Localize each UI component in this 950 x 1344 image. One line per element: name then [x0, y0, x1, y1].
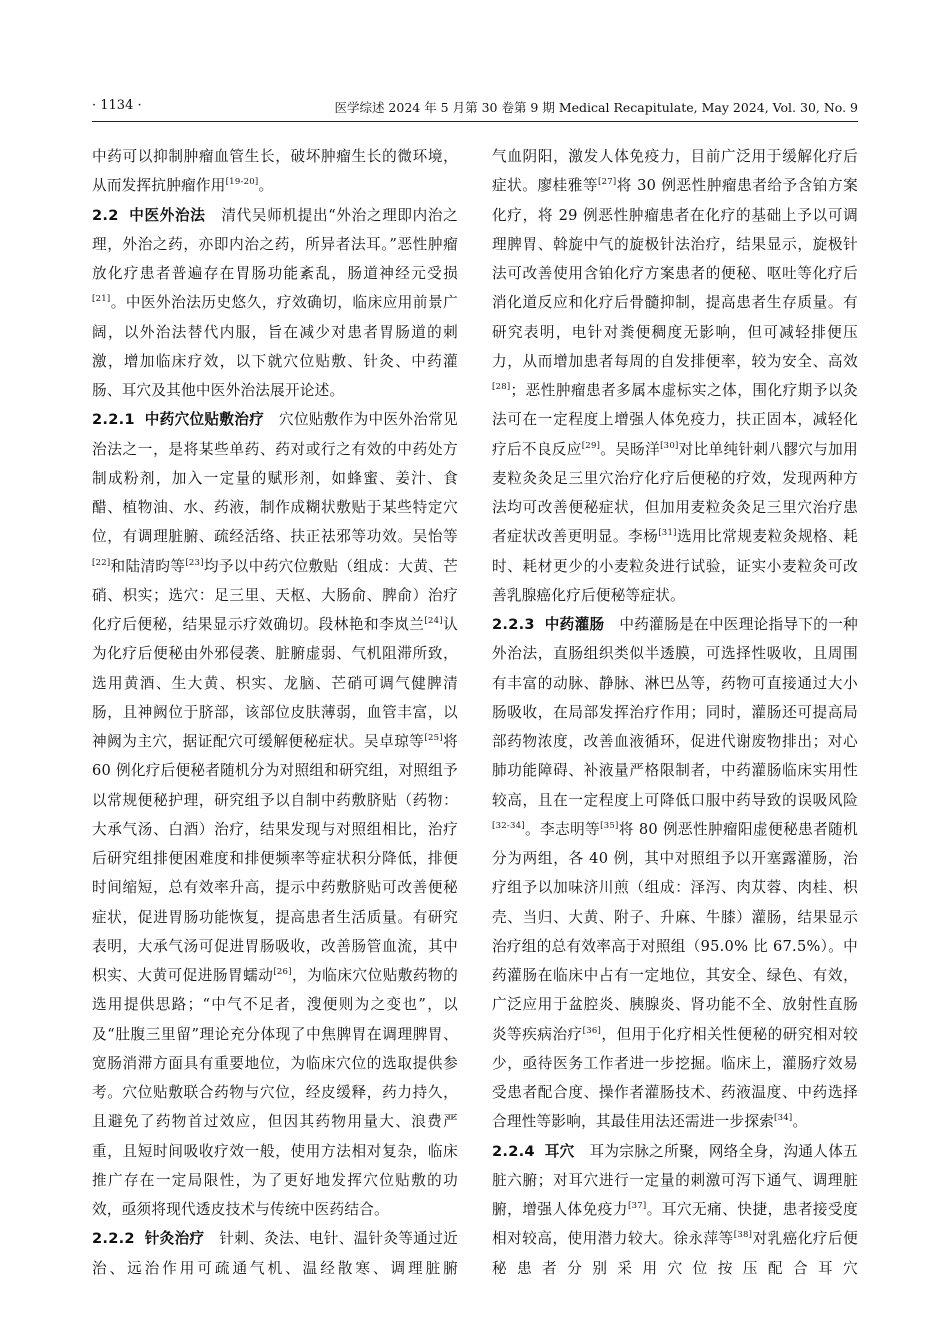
citation: [30]: [660, 440, 679, 451]
left-column: [92, 142, 458, 1312]
citation: [35]: [600, 820, 619, 831]
citation: [29]: [581, 440, 601, 451]
section-number: 2.2: [92, 206, 119, 224]
citation: [25]: [424, 733, 443, 744]
citation: [22]: [92, 557, 111, 568]
section-title: 中药穴位贴敷治疗: [144, 411, 265, 429]
section-2-2-2: 2.2.2 针灸治疗 针刺、灸法、电针、温针灸等通过近治、远治作用可疏通气机、温经散寒、调理脏腑: [92, 1230, 458, 1277]
citation: [34]: [774, 1113, 793, 1124]
section-title: 耳穴: [544, 1142, 575, 1160]
citation: [24]: [424, 616, 443, 627]
citation: [23]: [185, 557, 204, 568]
section-number: 2.2.2: [92, 1230, 135, 1248]
citation: [21]: [92, 294, 111, 305]
section-2-2-3: 2.2.3 中药灌肠 中药灌肠是在中医理论指导下的一种外治法，直肠组织类似半透膜，可选择性吸收，且周围有丰富的动脉、静脉、淋巴丛等，药物可直接通过大小肠吸收，在局部发挥治疗作用；同时，灌肠还可提高局部药物浓度，改善血液循环，促进代谢废物排出；对心肺功能障碍、补液量严格限制者，中药灌肠临床实用性较高，且在一定程度上可降低口服中药导致的误吸风险[32-34]。李志明等[35]将 80 例恶性肿瘤阳虚便秘患者随机分为两组，各 40 例，其中对照组予以开塞露灌肠，治疗组予以加味济川煎（组成：泽泻、肉苁蓉、肉桂、枳壳、当归、大黄、附子、升麻、牛膝）灌肠，结果显示治疗组的总有效率高于对照组（95.0% 比 67.5%）。中药灌肠在临床中占有一定地位，其安全、绿色、有效，广泛应用于盆腔炎、胰腺炎、肾功能不全、放射性直肠炎等疾病治疗[36]，但用于化疗相关性便秘的研究相对较少，亟待医务工作者进一步挖掘。临床上，灌肠疗效易受患者配合度、操作者灌肠技术、药液温度、中药选择合理性等影响，其最佳用法还需进一步探索[34]。: [492, 616, 858, 1131]
section-title: 针灸治疗: [144, 1230, 205, 1248]
citation: [27]: [598, 177, 617, 188]
section-2-2-1: 2.2.1 中药穴位贴敷治疗 穴位贴敷作为中医外治常见治法之一，是将某些单药、药对或行之有效的中药处方制成粉剂，加入一定量的赋形剂，如蜂蜜、姜汁、食醋、植物油、水、药液，制作成糊状敷贴于某些特定穴位，有调理脏腑、疏经活络、扶正祛邪等功效。吴怡等[22]和陆清昀等[23]均予以中药穴位敷贴（组成：大黄、芒硝、枳实；选穴：足三里、天枢、大肠俞、脾俞）治疗化疗后便秘，结果显示疗效确切。段林艳和李岚兰[24]认为化疗后便秘由外邪侵袭、脏腑虚弱、气机阻滞所致，选用黄酒、生大黄、枳实、龙脑、芒硝可调气健脾清肠，且神阙位于脐部，该部位皮肤薄弱，血管丰富，以神阙为主穴，据证配穴可缓解便秘症状。吴卓琼等[25]将 60 例化疗后便秘者随机分为对照组和研究组，对照组予以常规便秘护理，研究组予以自制中药敷脐贴（药物：大承气汤、白酒）治疗，结果发现与对照组相比，治疗后研究组排便困难度和排便频率等症状积分降低，排便时间缩短，总有效率升高，提示中药敷脐贴可改善便秘症状，促进胃肠功能恢复，提高患者生活质量。有研究表明，大承气汤可促进胃肠吸收，改善肠管血流，其中枳实、大黄可促进肠胃蠕动[26]，为临床穴位贴敷药物的选用提供思路；“中气不足者，溲便则为之变也”，以及“肚腹三里留”理论充分体现了中焦脾胃在调理脾胃、宽肠消滞方面具有重要地位，为临床穴位的选取提供参考。穴位贴敷联合药物与穴位，经皮缓释，药力持久，且避免了药物首过效应，但因其药物用量大、浪费严重，且短时间吸收疗效一般，使用方法相对复杂，临床推广存在一定局限性，为了更好地发挥穴位贴敷的功效，亟须将现代透皮技术与传统中医药结合。: [92, 411, 458, 1218]
section-number: 2.2.1: [92, 411, 135, 429]
section-title: 中医外治法: [129, 206, 206, 224]
header-divider: [92, 121, 858, 122]
citation: [26]: [273, 967, 292, 978]
citation: [37]: [628, 1201, 647, 1212]
section-number: 2.2.4: [492, 1142, 535, 1160]
section-number: 2.2.3: [492, 616, 535, 633]
citation: [38]: [733, 1230, 753, 1241]
paragraph: 气血阴阳，激发人体免疫力，目前广泛用于缓解化疗后症状。廖桂雅等[27]将 30 例恶性肿瘤患者给予含铂方案化疗，将 29 例恶性肿瘤患者在化疗的基础上予以可调理脾胃、斡旋中气的旋极针法治疗，结果显示，旋极针法可改善使用含铂化疗方案患者的便秘、呕吐等化疗后消化道反应和化疗后骨髓抑制，提高患者生存质量。有研究表明，电针对粪便稠度无影响，但可减轻排便压力，从而增加患者每周的自发排便率，较为安全、高效[28]；恶性肿瘤患者多属本虚标实之体，围化疗期予以灸法可在一定程度上增强人体免疫力，扶正固本，减轻化疗后不良反应[29]。吴旸洋[30]对比单纯针刺八髎穴与加用麦粒灸灸足三里穴治疗化疗后便秘的疗效，发现两种方法均可改善便秘症状，但加用麦粒灸灸足三里穴治疗患者症状改善更明显。李杨[31]选用比常规麦粒灸规格、耗时、耗材更少的小麦粒灸进行试验，证实小麦粒灸可改善乳腺癌化疗后便秘等症状。: [492, 148, 858, 604]
citation: [32-34]: [492, 820, 525, 831]
right-column: [492, 142, 858, 1312]
citation: [28]: [492, 382, 511, 393]
citation: [31]: [658, 528, 677, 539]
section-title: 中药灌肠: [544, 616, 605, 633]
journal-citation: 医学综述 2024 年 5 月第 30 卷第 9 期 Medical Recapitulate, May 2024, Vol. 30, No. 9: [334, 100, 858, 115]
citation: [19-20]: [225, 177, 259, 188]
paragraph: 中药可以抑制肿瘤血管生长，破坏肿瘤生长的微环境，从而发挥抗肿瘤作用[19-20]。: [92, 148, 458, 195]
section-2-2-4: 2.2.4 耳穴 耳为宗脉之所聚，网络全身，沟通人体五脏六腑；对耳穴进行一定量的刺激可泻下通气、调理脏腑，增强人体免疫力[37]。耳穴无痛、快捷，患者接受度相对较高，使用潜力较大。徐永萍等[38]对乳癌化疗后便秘患者分别采用穴位按压配合耳穴: [492, 1142, 858, 1277]
page-number: · 1134 ·: [92, 98, 142, 113]
section-2-2: 2.2 中医外治法 清代吴师机提出“外治之理即内治之理，外治之药，亦即内治之药，所异者法耳。”恶性肿瘤放化疗患者普遍存在胃肠功能紊乱，肠道神经元受损[21]。中医外治法历史悠久，疗效确切，临床应用前景广阔，以外治法替代内服，旨在减少对患者胃肠道的刺激，增加临床疗效，以下就穴位贴敷、针灸、中药灌肠、耳穴及其他中医外治法展开论述。: [92, 206, 458, 399]
citation: [36]: [582, 1025, 602, 1036]
